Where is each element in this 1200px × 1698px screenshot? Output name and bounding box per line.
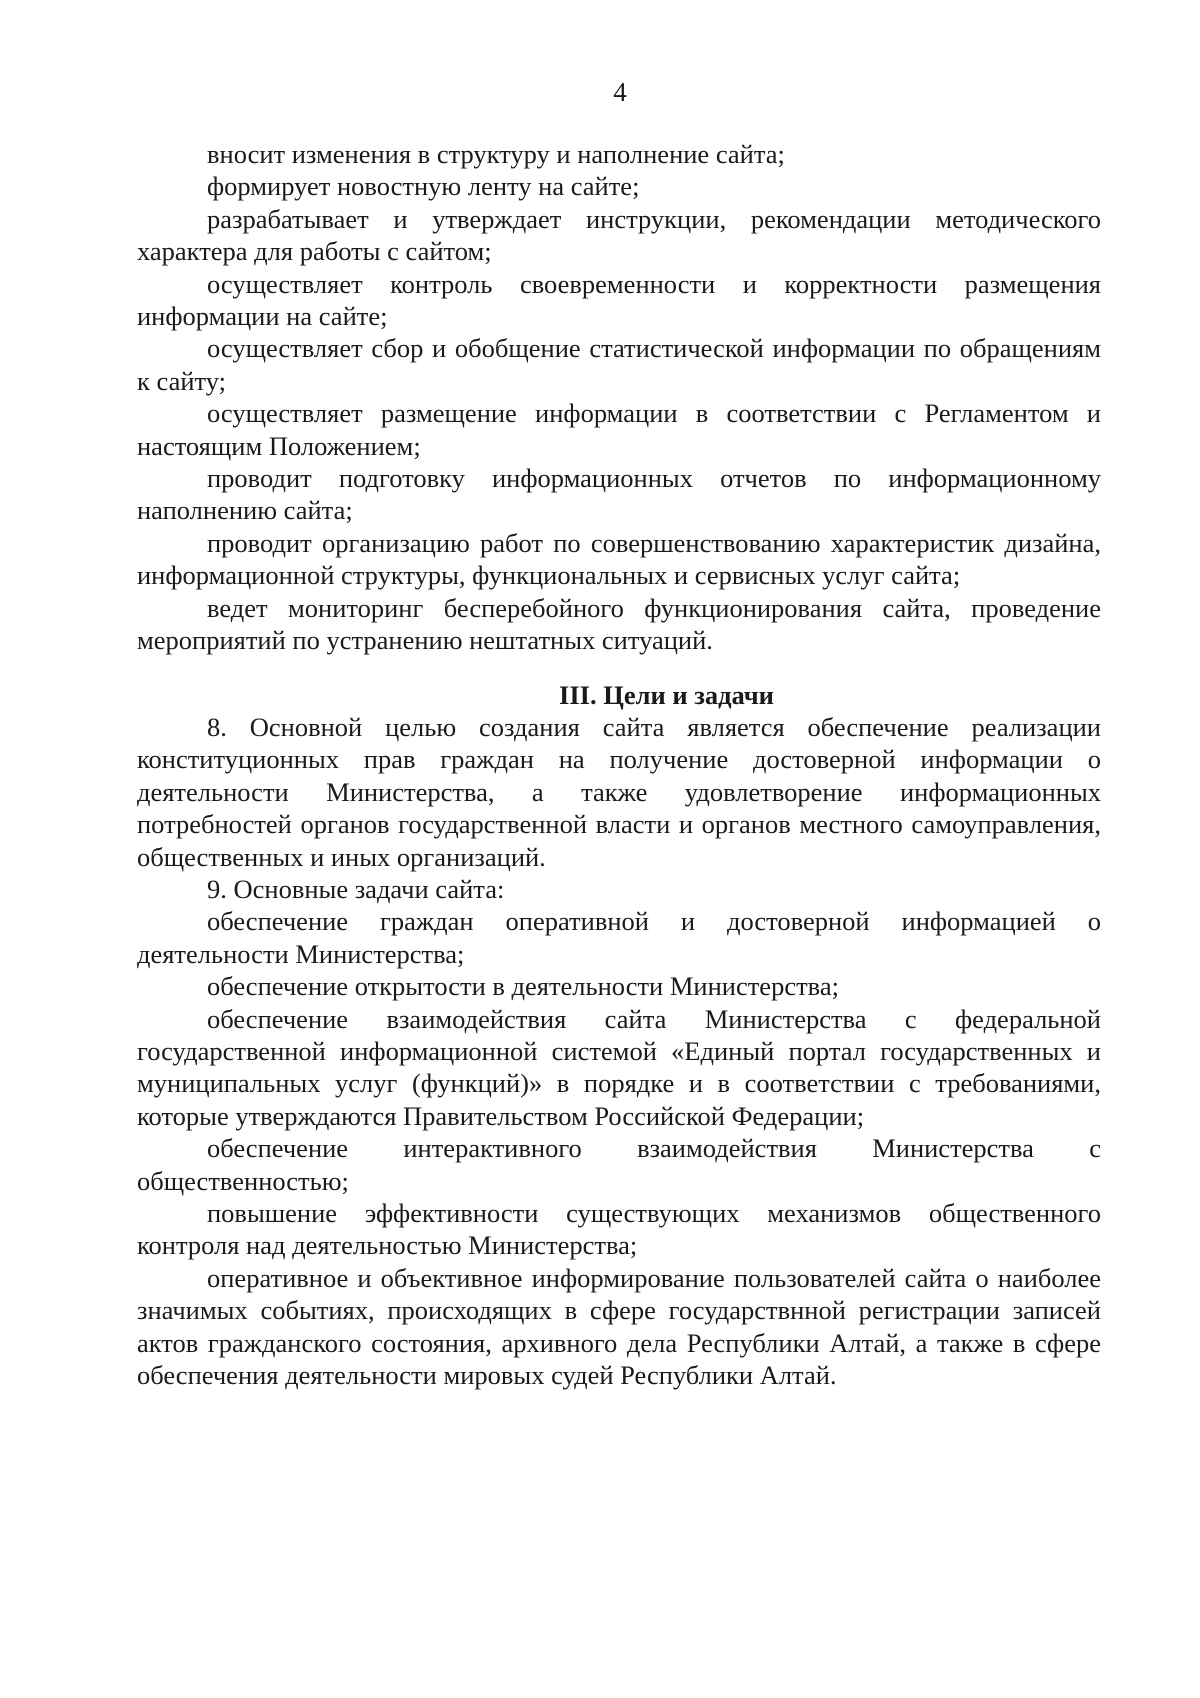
paragraph-task-information: обеспечение граждан оперативной и достоверной информацией о деятельности Министерства; (137, 906, 1101, 969)
paragraph-main-goal: 8. Основной целью создания сайта является обеспечение реализации конституционных прав граждан на получение достоверной информации о деятельности Министерства, а также удовлетворение информационных потребностей органов государственной власти и органов местного самоуправления, общественных и иных организаций. (137, 711, 1101, 872)
paragraph-task-interactive: обеспечение интерактивного взаимодействия Министерства с общественностью; (137, 1133, 1101, 1196)
page-number: 4 (613, 77, 627, 107)
section-heading: III. Цели и задачи (559, 679, 774, 710)
paragraph-edit-structure: вносит изменения в структуру и наполнение сайта; (207, 139, 785, 169)
paragraph-news-feed: формирует новостную ленту на сайте; (207, 171, 640, 202)
paragraph-task-openness: обеспечение открытости в деятельности Министерства; (207, 971, 839, 1002)
paragraph-monitoring: ведет мониторинг бесперебойного функционирования сайта, проведение мероприятий по устранению нештатных ситуаций. (137, 592, 1101, 656)
paragraph-improvement: проводит организацию работ по совершенствованию характеристик дизайна, информационной структуры, функциональных и сервисных услуг сайта; (137, 527, 1101, 591)
document-body (137, 138, 1101, 1391)
paragraph-task-control: повышение эффективности существующих механизмов общественного контроля над деятельностью Министерства; (137, 1198, 1101, 1261)
paragraph-tasks-intro: 9. Основные задачи сайта: (207, 873, 505, 904)
paragraph-instructions: разрабатывает и утверждает инструкции, рекомендации методического характера для работы с сайтом; (137, 203, 1101, 267)
paragraph-placement: осуществляет размещение информации в соответствии с Регламентом и настоящим Положением; (137, 398, 1101, 461)
paragraph-statistics: осуществляет сбор и обобщение статистической информации по обращениям к сайту; (137, 333, 1101, 396)
paragraph-reports: проводит подготовку информационных отчетов по информационному наполнению сайта; (137, 463, 1101, 526)
paragraph-control: осуществляет контроль своевременности и корректности размещения информации на сайте; (137, 268, 1101, 332)
paragraph-task-informing: оперативное и объективное информирование пользователей сайта о наиболее значимых событиях, происходящих в сфере государствнной регистрации записей актов гражданского состояния, архивного дела Республики Алтай, а также в сфере обеспечения деятельности мировых судей Республики Алтай. (137, 1262, 1101, 1391)
paragraph-task-portal: обеспечение взаимодействия сайта Министерства с федеральной государственной информационной системой «Единый портал государственных и муниципальных услуг (функций)» в порядке и в соответствии с требованиями, которые утверждаются Правительством Российской Федерации; (137, 1003, 1101, 1131)
